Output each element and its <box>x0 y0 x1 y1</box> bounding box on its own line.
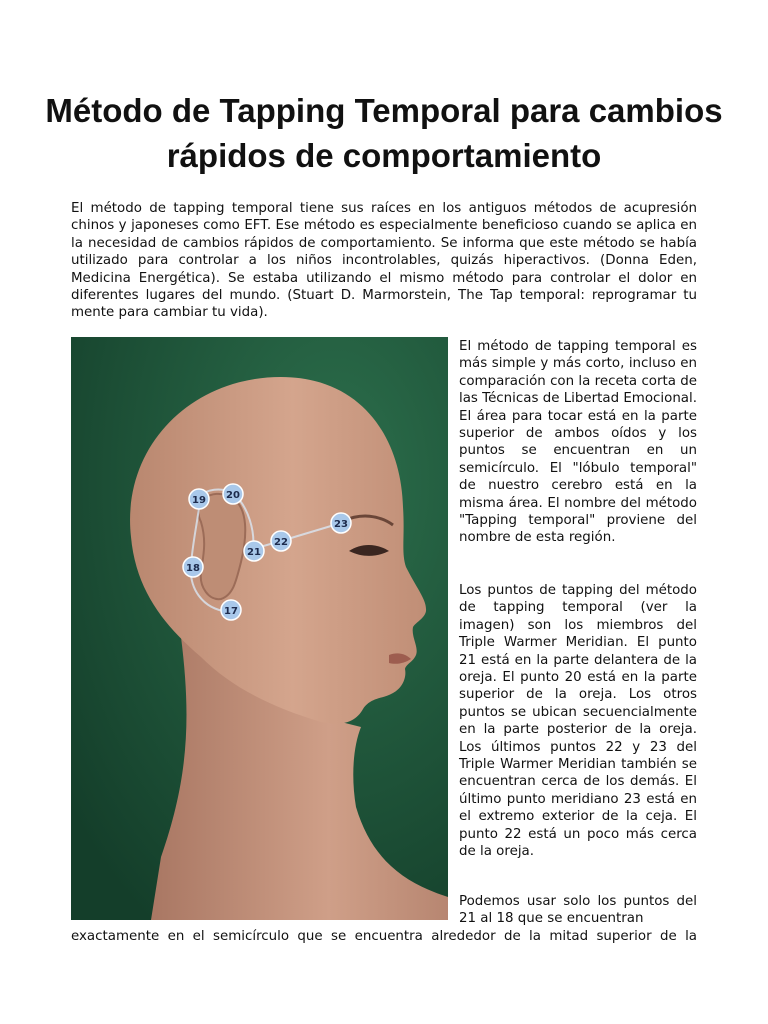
column-paragraph-1: El método de tapping temporal es más simple y más corto, incluso en comparación con la receta corta de las Técnicas de Libertad Emocional. El área para tocar está en la parte superior de ambos oídos y los puntos se encuentran en un semicírculo. El "lóbulo temporal" de nuestro cerebro está en la misma área. El nombre del método "Tapping temporal" proviene del nombre de esta región. <box>459 339 697 546</box>
head-tapping-points-figure <box>71 337 448 920</box>
svg-text:20: 20 <box>226 490 240 501</box>
tapping-point-17 <box>221 600 241 620</box>
column-paragraph-2: Los puntos de tapping del método de tapping temporal (ver la imagen) son los miembros del Triple Warmer Meridian. El punto 21 está en la parte delantera de la oreja. El punto 20 está en la parte superior de la oreja. Los otros puntos se ubican secuencialmente en la parte posterior de la oreja. Los últimos puntos 22 y 23 del Triple Warmer Meridian también se encuentran cerca de los demás. El último punto meridiano 23 está en el extremo exterior de la ceja. El punto 22 está un poco más cerca de la oreja. <box>459 583 697 860</box>
svg-text:21: 21 <box>247 547 261 558</box>
tapping-point-20 <box>223 484 243 504</box>
svg-text:19: 19 <box>192 495 206 506</box>
svg-text:17: 17 <box>224 606 238 617</box>
paragraph-continuation: exactamente en el semicírculo que se encuentra alrededor de la mitad superior de la <box>71 929 697 944</box>
svg-text:22: 22 <box>274 537 288 548</box>
column-paragraph-3: Podemos usar solo los puntos del 21 al 18 que se encuentran <box>459 894 697 927</box>
intro-paragraph: El método de tapping temporal tiene sus raíces en los antiguos métodos de acupresión chinos y japoneses como EFT. Ese método es especialmente beneficioso cuando se aplica en la necesidad de cambios rápidos de comportamiento. Se informa que este método se había utilizado para controlar a los niños incontrolables, quizás hiperactivos. (Donna Eden, Medicina Energética). Se estaba utilizando el mismo método para controlar el dolor en diferentes lugares del mundo. (Stuart D. Marmorstein, The Tap temporal: reprogramar tu mente para cambiar tu vida). <box>71 201 697 321</box>
tapping-point-23 <box>331 513 351 533</box>
svg-text:23: 23 <box>334 519 348 530</box>
tapping-point-18 <box>183 557 203 577</box>
svg-text:18: 18 <box>186 563 200 574</box>
tapping-point-21 <box>244 541 264 561</box>
tapping-point-19 <box>189 489 209 509</box>
tapping-point-22 <box>271 531 291 551</box>
page-title: Método de Tapping Temporal para cambios rápidos de comportamiento <box>45 92 723 174</box>
